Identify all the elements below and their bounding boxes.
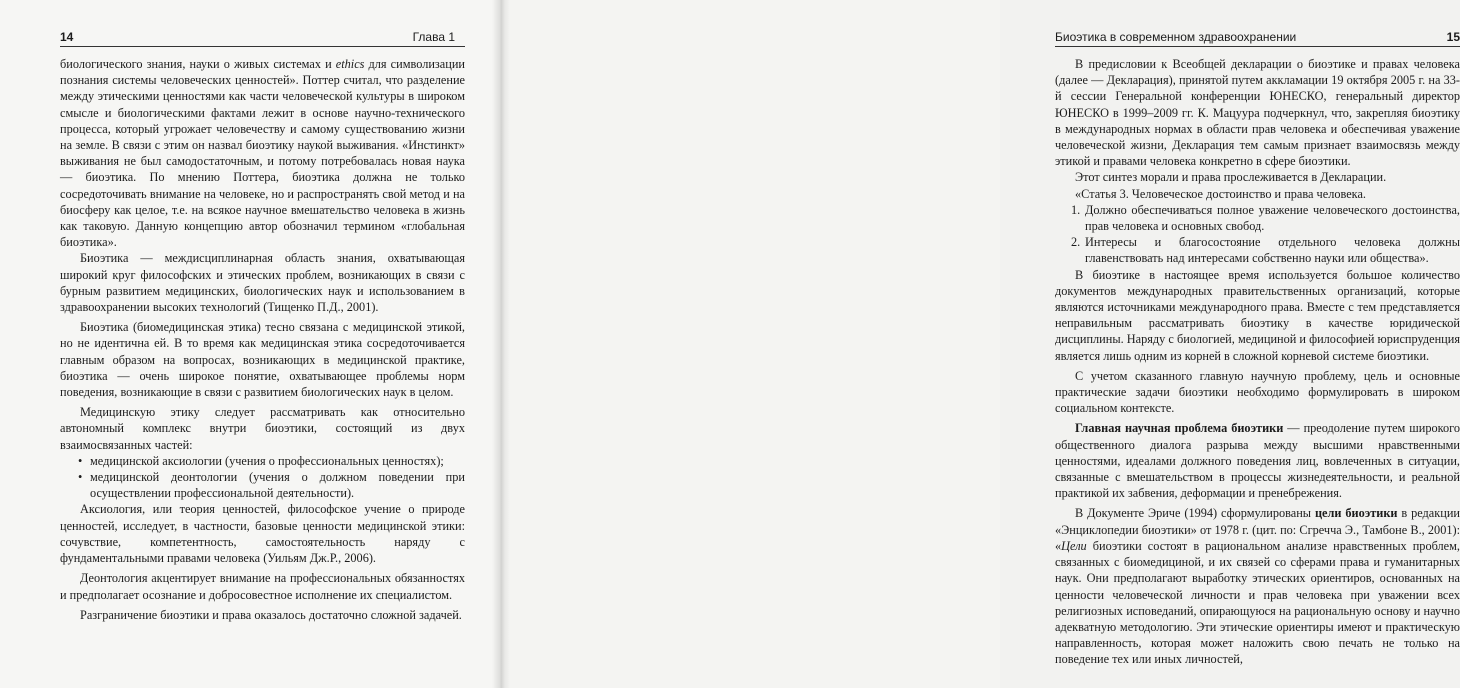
paragraph: Биоэтика — междисциплинарная область знания, охватывающая широкий круг философских и этических проблем, возникающих в связи с бурным развитием медицинских, биологических наук и использованием в здравоохранении высоких технологий (Тищенко П.Д., 2001). [60,251,465,315]
paragraph: В биоэтике в настоящее время используется большое количество документов международных правительственных организаций, которые являются источниками международного права. Вместе с тем представляется неправильным рассматривать биоэтику в качестве юридической дисциплины. Наряду с биологией, медициной и философией юриспруденция является лишь одним из корней в сложной корневой системе биоэтики. [1055,267,1460,363]
text-span: для символизации познания системы человеческих ценностей». Поттер считал, что разделение между этическими ценностями как части человеческой культуры в широком смысле и биологическими фактами лежит в основе научно-технического процесса, который угрожает человечеству и самому существованию жизни на земле. В связи с этим он назвал биоэтику наукой выживания. «Инстинкт» выживания не был самодостаточным, и потому потребовалась новая наука — биоэтика. По мнению Поттера, биоэтика должна не только сосредоточивать внимание на человеке, но и распространять свой метод и на биосферу как целое, т.е. на всякое научное вмешательство человека в жизнь как таковую. Данную концепцию автор обозначил термином «глобальная биоэтика». [60,57,465,250]
right-page-number: 15 [1446,30,1460,44]
left-running-header [60,28,465,47]
italic-term: Цели [1061,538,1087,553]
list-item [1055,202,1460,234]
paragraph: С учетом сказанного главную научную проблему, цель и основные практические задачи биоэтики необходимо формулировать в широком социальном контексте. [1055,368,1460,416]
bullet-icon: • [78,453,83,468]
paragraph: Деонтология акцентирует внимание на профессиональных обязанностях и предполагает осознание и добросовестное исполнение их специалистом. [60,571,465,602]
paragraph: В предисловии к Всеобщей декларации о биоэтике и правах человека (далее — Декларация), принятой путем аккламации 19 октября 2005 г. на 33-й сессии Генеральной конференции ЮНЕСКО, генеральный директор ЮНЕСКО в 1999–2009 гг. К. Мацуура подчеркнул, что, закрепляя биоэтику в международных нормах в области прав человека и обеспечивая уважение человеческой жизни, Декларация тем самым признает взаимосвязь между этикой и правами человека конкретно в сфере биоэтики. [1055,57,1460,169]
numbered-list [1055,202,1460,267]
right-body-text [1055,56,1460,668]
right-running-header [1055,28,1460,47]
left-page-number: 14 [60,30,74,44]
list-item [60,469,465,501]
paragraph: Разграничение биоэтики и права оказалось достаточно сложной задачей. [80,607,462,622]
list-number: 1. [1071,202,1081,217]
list-number: 2. [1071,235,1081,250]
list-item [60,453,465,469]
paragraph [1055,505,1460,667]
left-page [0,0,500,688]
paragraph: «Статья 3. Человеческое достоинство и права человека. [1075,186,1366,201]
right-page [500,0,1460,688]
text-span: В Документе Эриче (1994) сформулированы [1075,506,1315,521]
paragraph: Биоэтика (биомедицинская этика) тесно связана с медицинской этикой, но не идентична ей. В то время как медицинская этика сосредоточивается главным образом на вопросах, возникающих в медицинской практике, биоэтика — очень широкое понятие, охватывающее проблемы норм поведения, возникающие в связи с развитием биологических наук в целом. [60,320,465,400]
list-item-text: медицинской деонтологии (учения о должном поведении при осуществлении профессиональной деятельности). [90,470,465,501]
paragraph: Медицинскую этику следует рассматривать как относительно автономный комплекс внутри биоэтики, состоящий из двух взаимосвязанных частей: [60,405,465,452]
list-item-text: медицинской аксиологии (учения о профессиональных ценностях); [90,453,444,468]
text-span: биоэтики состоят в рациональном анализе нравственных проблем, связанных с биомедициной, и их связей со сферами права и гуманитарных наук. Они предполагают выработку этических ориентиров, основанных на ценности человеческой личности и прав человека при уважении всех религиозных исповеданий, опирающуюся на рациональную основу и научно адекватную методологию. Эти этические ориентиры имеют и практическую направленность, которая может наложить свою печать не только на поведение тех или иных личностей, [1055,538,1460,667]
bold-term: цели биоэтики [1314,506,1398,521]
paragraph [60,56,465,250]
bullet-icon: • [78,470,83,485]
list-item-text: Должно обеспечиваться полное уважение человеческого достоинства, прав человека и основных свобод. [1085,202,1460,234]
list-item-text: Интересы и благосостояние отдельного человека должны главенствовать над интересами собственно науки или общества». [1085,235,1460,266]
list-item [1055,234,1460,266]
text-span: — преодоление путем широкого общественного диалога разрыва между высшими нравственными ценностями, идеалами должного поведения лиц, вовлеченных в ситуации, связанные с вмешательством в процессы жизнедеятельности, и реальной практикой их забвения, деформации и пренебрежения. [1055,421,1460,501]
paragraph [1055,420,1460,501]
paragraph: Аксиология, или теория ценностей, философское учение о природе ценностей, исследует, в частности, базовые ценности медицинской этики: сочувствие, компетентность, самостоятельность наряду с фундаментальными правами человека (Уильям Дж.Р., 2006). [60,502,465,566]
bullet-list [60,453,465,502]
left-running-head: Глава 1 [412,30,455,44]
paragraph: Этот синтез морали и права прослеживается в Декларации. [1075,170,1387,185]
book-gutter-shadow [492,0,510,688]
text-span: биологического знания, науки о живых системах и [60,57,336,71]
text-span: в редакции «Энциклопедии биоэтики» от 1978 г. (цит. по: Сгречча Э., Тамбоне В., 2001): « [1055,506,1460,553]
ethics-term: ethics [335,57,365,71]
bold-term: Главная научная проблема биоэтики [1075,421,1284,436]
left-body-text [60,56,465,623]
right-running-head: Биоэтика в современном здравоохранении [1055,30,1297,44]
